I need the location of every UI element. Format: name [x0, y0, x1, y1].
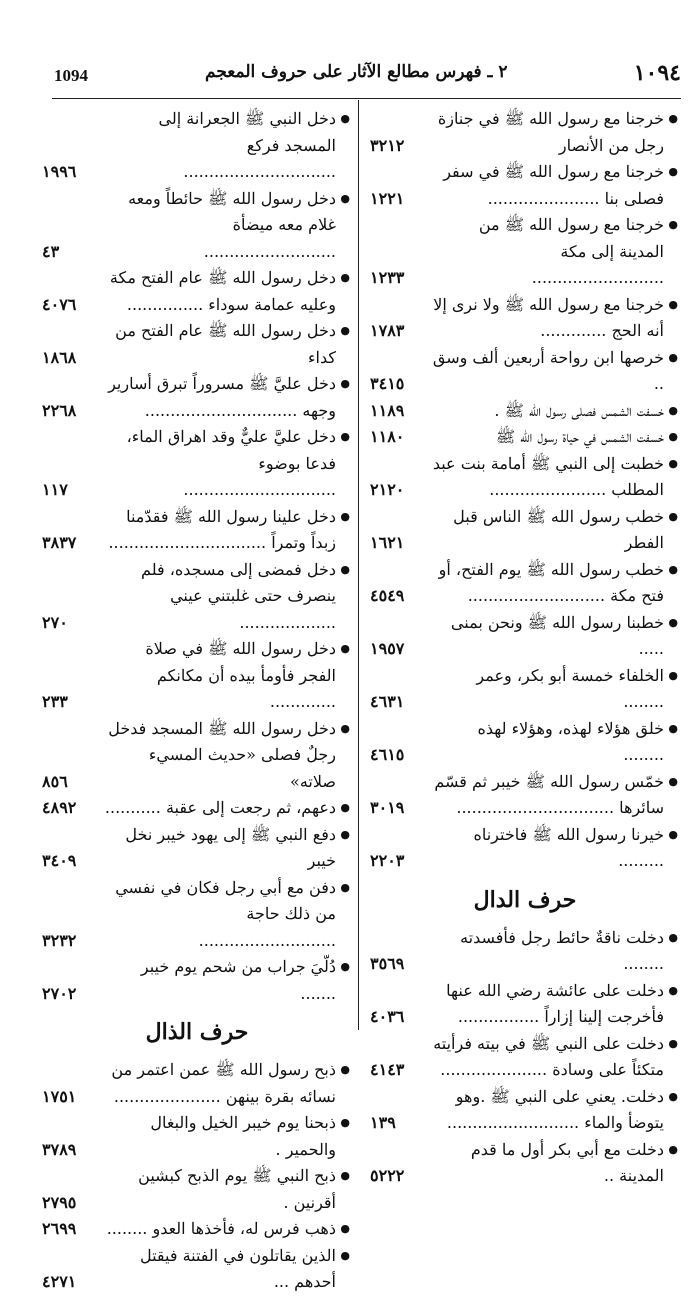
- entry-text: ● دخل النبي ﷺ الجعرانة إلى المسجد فركع ..............................: [42, 106, 350, 186]
- entry-text: ● خرجنا مع رسول الله ﷺ في سفر فصلى بنا ......................: [370, 159, 678, 212]
- entry-text: ● دُلّيَ جراب من شحم يوم خيبر .......: [42, 954, 350, 1007]
- entry-text: ● خلق هؤلاء لهذه، وهؤلاء لهذه ........: [370, 716, 678, 769]
- right-entries-dal: [370, 925, 680, 1190]
- index-entry: [42, 186, 352, 266]
- entry-text: ● دخلت على عائشة رضي الله عنها فأخرجت إلينا إزاراً ................: [370, 978, 678, 1031]
- index-entry: [42, 795, 352, 822]
- index-entry: [42, 1110, 352, 1163]
- entry-number: ١٩٥٧: [370, 639, 405, 658]
- entry-text: ● دفن مع أبي رجل فكان في نفسي من ذلك حاجة ...........................: [42, 875, 350, 955]
- entry-text: ● ذبحنا يوم خيبر الخيل والبغال والحمير .: [42, 1110, 350, 1163]
- entry-text: ● دخلت على النبي ﷺ في بيته فرأيته متكئاً على وسادة .....................: [370, 1031, 678, 1084]
- index-entry: [42, 371, 352, 424]
- index-entry: [370, 398, 680, 425]
- index-entry: [42, 716, 352, 796]
- index-entry: [370, 106, 680, 159]
- index-entry: [370, 504, 680, 557]
- section-heading-dhal: حرف الذال: [145, 1019, 249, 1045]
- index-entry: [42, 504, 352, 557]
- entry-number: ٣٢١٢: [370, 135, 405, 155]
- left-column: [42, 106, 352, 1296]
- index-entry: [42, 822, 352, 875]
- entry-number: ٣٧٨٩: [42, 1139, 77, 1159]
- index-entry: [42, 1163, 352, 1216]
- entry-number: ٢٧٠: [42, 612, 68, 632]
- index-entry: [42, 1243, 352, 1296]
- index-entry: [370, 716, 680, 769]
- entry-text: ● خرجنا مع رسول الله ﷺ من المدينة إلى مكة ..........................: [370, 212, 678, 292]
- entry-text: ● دخل رسول الله ﷺ في صلاة الفجر فأومأ بيده أن مكانكم .............: [42, 636, 350, 716]
- entry-text: ● ذبح رسول الله ﷺ عمن اعتمر من نسائه بقرة بينهن .....................: [42, 1057, 350, 1110]
- index-entry: [370, 663, 680, 716]
- entry-text: ● خرصها ابن رواحة أربعين ألف وسق ..: [370, 345, 678, 398]
- right-column: [370, 106, 680, 1190]
- entry-text: ● خطب رسول الله ﷺ يوم الفتح، أو فتح مكة ...........................: [370, 557, 678, 610]
- index-entry: [370, 451, 680, 504]
- entry-number: ٣٢٣٢: [42, 930, 77, 950]
- entry-number: ٤٥٤٩: [370, 586, 405, 605]
- index-entry: [42, 318, 352, 371]
- entry-text: ● خسفت الشمس فصلى رسول الله ﷺ .: [370, 398, 678, 425]
- entry-number: ٤٠٣٦: [370, 1007, 405, 1026]
- entry-number: ١٢٢١: [370, 188, 405, 208]
- entry-number: ١٩٩٦: [42, 162, 77, 181]
- entry-number: ١١٧: [42, 480, 68, 499]
- entry-text: ● دخل رسول الله ﷺ المسجد فدخل رجلٌ فصلى «حديث المسيء صلاته»: [42, 716, 350, 796]
- entry-text: ● خمّس رسول الله ﷺ خيبر ثم قسّم سائرها ...............................: [370, 769, 678, 822]
- index-entry: [370, 1137, 680, 1190]
- index-entry: [42, 557, 352, 637]
- page-header: [40, 58, 681, 92]
- index-entry: [42, 636, 352, 716]
- entry-number: ٣٥٦٩: [370, 954, 405, 973]
- index-entry: [370, 1031, 680, 1084]
- entry-text: ● دخلت ناقةٌ حائط رجل فأفسدته ........: [370, 925, 678, 978]
- index-entry: [42, 954, 352, 1007]
- entry-text: ● دخل رسول الله ﷺ حائطاً ومعه غلام معه ميضأة ..........................: [42, 186, 350, 266]
- entry-text: ● دخلت. يعني على النبي ﷺ .وهو يتوضأ والماء ..........................: [370, 1084, 678, 1137]
- index-entry: [42, 1216, 352, 1243]
- index-entry: [42, 1057, 352, 1110]
- index-entry: [370, 822, 680, 875]
- left-entries-dhal: [42, 1057, 352, 1296]
- entry-number: ٣٤٠٩: [42, 851, 77, 870]
- entry-number: ٤٠٧٦: [42, 294, 77, 314]
- entry-number: ١٦٢١: [370, 533, 405, 552]
- entry-text: ● دخل رسول الله ﷺ عام الفتح من كداء: [42, 318, 350, 371]
- entry-number: ١٧٥١: [42, 1086, 77, 1106]
- page-number-latin: 1094: [54, 66, 88, 85]
- entry-number: ٥٢٢٢: [370, 1166, 405, 1185]
- entry-text: ● الخلفاء خمسة أبو بكر، وعمر ........: [370, 663, 678, 716]
- entry-text: ● دخل رسول الله ﷺ عام الفتح مكة وعليه عمامة سوداء ...............: [42, 265, 350, 318]
- column-divider: [358, 100, 359, 1030]
- entry-number: ٣٠١٩: [370, 798, 405, 817]
- index-entry: [370, 978, 680, 1031]
- index-entry: [370, 557, 680, 610]
- index-entry: [370, 345, 680, 398]
- index-entry: [42, 424, 352, 504]
- entry-number: ٤٨٩٢: [42, 798, 77, 817]
- entry-text: ● خطبنا رسول الله ﷺ ونحن بمنى .....: [370, 610, 678, 663]
- entry-text: ● دخل فمضى إلى مسجده، فلم ينصرف حتى غلبتني عيني ...................: [42, 557, 350, 637]
- entry-number: ٣٤١٥: [370, 374, 405, 393]
- entry-number: ١٨٦٨: [42, 347, 77, 367]
- index-entry: [370, 925, 680, 978]
- index-entry: [42, 106, 352, 186]
- entry-number: ٢٧٩٥: [42, 1192, 77, 1212]
- entry-number: ٢٦٩٩: [42, 1219, 77, 1238]
- entry-number: ١٢٣٣: [370, 268, 405, 287]
- entry-text: ● دفع النبي ﷺ إلى يهود خيبر نخل خيبر: [42, 822, 350, 875]
- entry-text: ● خطبت إلى النبي ﷺ أمامة بنت عبد المطلب .......................: [370, 451, 678, 504]
- index-entry: [42, 265, 352, 318]
- index-entry: [370, 292, 680, 345]
- entry-text: ● دعهم، ثم رجعت إلى عقبة ...........: [42, 795, 350, 822]
- entry-number: ٢٢٠٣: [370, 851, 405, 870]
- entry-text: ● ذهب فرس له، فأخذها العدو ........: [42, 1216, 350, 1243]
- entry-text: ● خرجنا مع رسول الله ﷺ في جنازة رجل من الأنصار: [370, 106, 678, 159]
- entry-text: ● خطب رسول الله ﷺ الناس قبل الفطر: [370, 504, 678, 557]
- entry-number: ٤٦١٥: [370, 745, 405, 764]
- section-heading-dal: حرف الدال: [473, 886, 577, 913]
- entry-number: ٤٢٧١: [42, 1272, 77, 1291]
- entry-number: ١٣٩: [370, 1113, 396, 1132]
- entry-number: ٢٧٠٢: [42, 983, 77, 1003]
- entry-text: ● دخل عليَّ ﷺ مسروراً تبرق أسارير وجهه ..............................: [42, 371, 350, 424]
- entry-text: ● خيرنا رسول الله ﷺ فاخترناه .........: [370, 822, 678, 875]
- page-title: ٢ ـ فهرس مطالع الآثار على حروف المعجم: [205, 62, 508, 82]
- index-entry: [370, 159, 680, 212]
- entry-number: ١١٨٠: [370, 427, 405, 446]
- entry-number: ٨٥٦: [42, 771, 68, 791]
- index-entry: [370, 610, 680, 663]
- index-entry: [370, 769, 680, 822]
- index-entry: [370, 424, 680, 451]
- entry-number: ٤٣: [42, 241, 60, 261]
- entry-number: ٢١٢٠: [370, 480, 405, 499]
- entry-number: ٤١٤٣: [370, 1060, 405, 1079]
- entry-number: ٣٨٣٧: [42, 533, 77, 552]
- index-entry: [370, 1084, 680, 1137]
- entry-text: ● دخل علينا رسول الله ﷺ فقدّمنا زبداً وتمراً ...............................: [42, 504, 350, 557]
- entry-number: ١٧٨٣: [370, 321, 405, 340]
- index-entry: [42, 875, 352, 955]
- entry-number: ٤٦٣١: [370, 692, 405, 711]
- right-entries: [370, 106, 680, 875]
- left-entries: [42, 106, 352, 1007]
- entry-number: ٢٣٣: [42, 692, 68, 711]
- entry-text: ● دخلت مع أبي بكر أول ما قدم المدينة ..: [370, 1137, 678, 1190]
- index-entry: [370, 212, 680, 292]
- entry-number: ٢٢٦٨: [42, 400, 77, 420]
- entry-text: ● الذين يقاتلون في الفتنة فيقتل أحدهم ...: [42, 1243, 350, 1296]
- entry-text: ● خسفت الشمس في حياة رسول الله ﷺ: [370, 424, 678, 451]
- entry-text: ● ذبح النبي ﷺ يوم الذبح كبشين أقرنين .: [42, 1163, 350, 1216]
- entry-text: ● دخل عليَّ عليٌّ وقد اهراق الماء، فدعا بوضوء ..............................: [42, 424, 350, 504]
- header-rule: [52, 98, 681, 99]
- entry-text: ● خرجنا مع رسول الله ﷺ ولا نرى إلا أنه الحج .............: [370, 292, 678, 345]
- entry-number: ١١٨٩: [370, 400, 405, 420]
- page-number-arabic: ١٠٩٤: [633, 60, 681, 86]
